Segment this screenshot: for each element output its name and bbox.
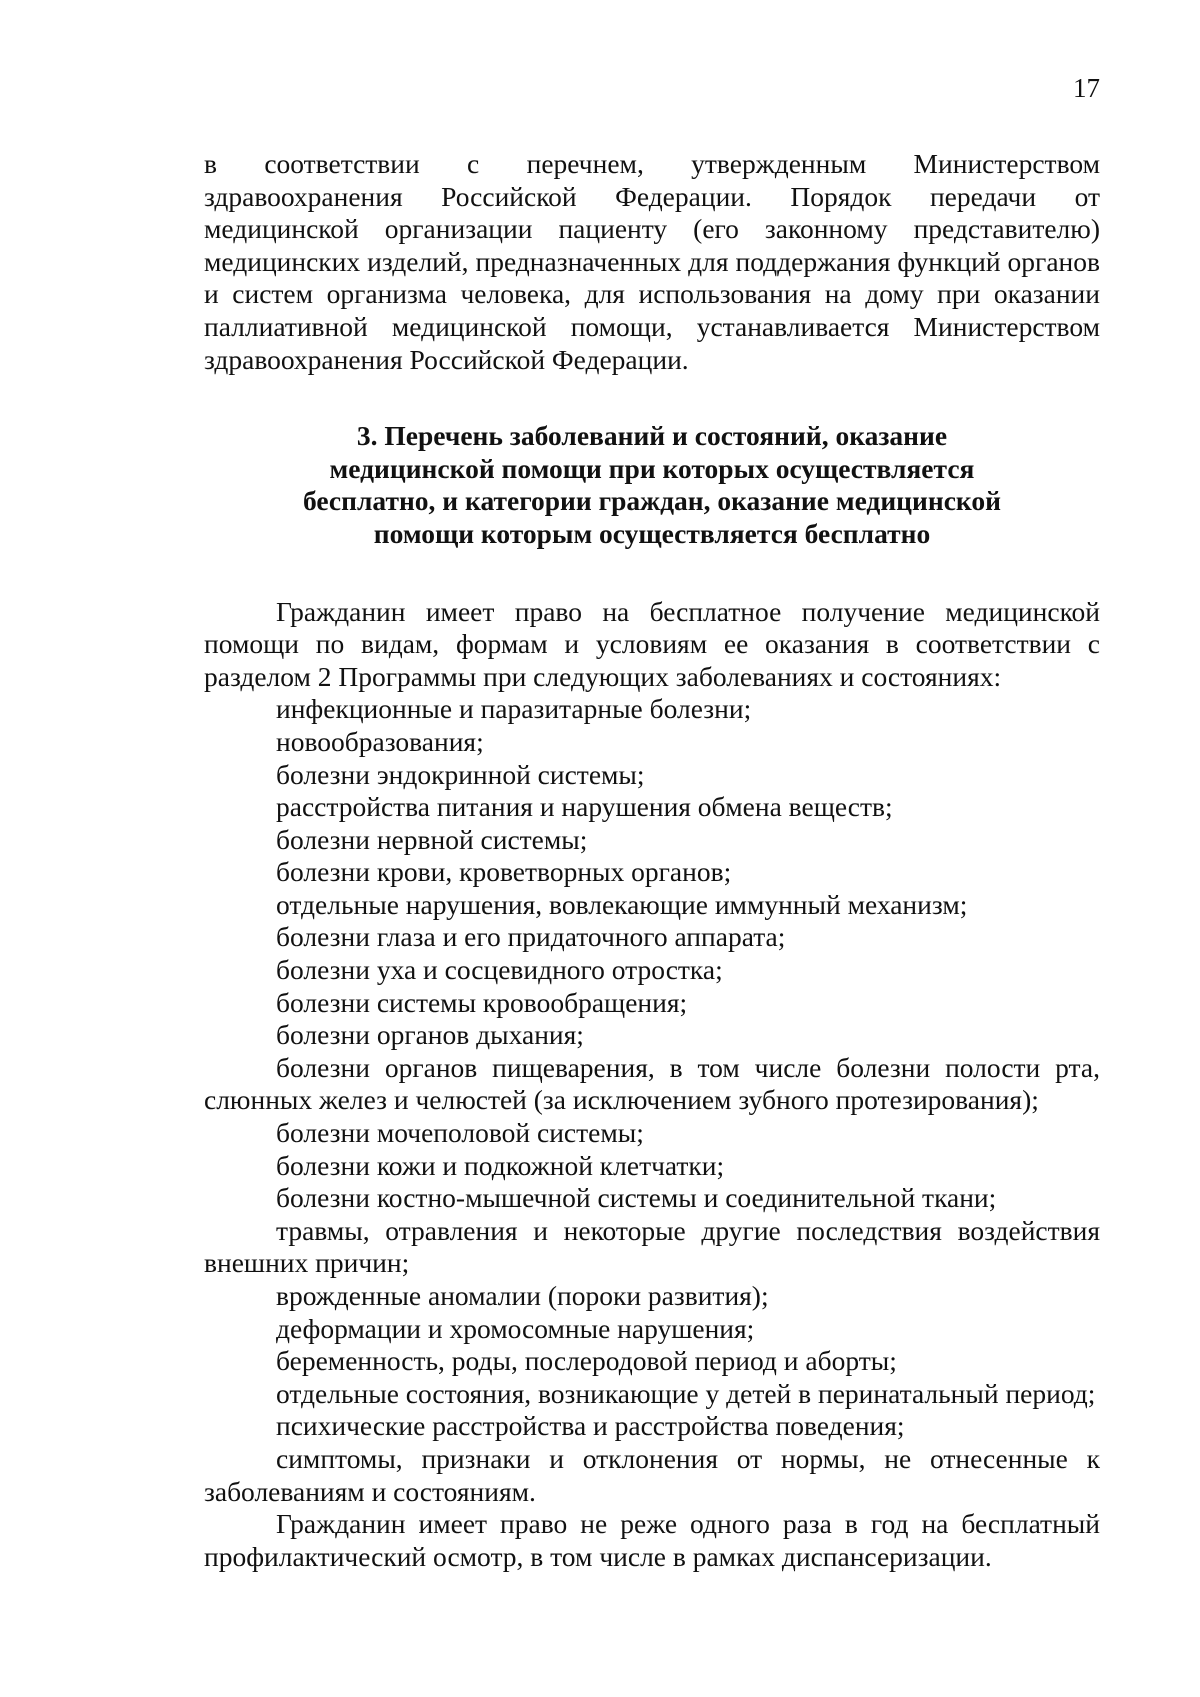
- list-item: болезни костно-мышечной системы и соединительной ткани;: [276, 1182, 997, 1214]
- list-item: врожденные аномалии (пороки развития);: [276, 1280, 769, 1311]
- list-item: психические расстройства и расстройства поведения;: [276, 1410, 905, 1442]
- list-item: болезни эндокринной системы;: [276, 758, 645, 790]
- page-content: [204, 148, 1100, 1573]
- closing-paragraph: Гражданин имеет право не реже одного раза в год на бесплатный профилактический осмотр, в том числе в рамках диспансеризации.: [204, 1508, 1100, 1572]
- list-item: болезни органов пищеварения, в том числе болезни полости рта, слюнных желез и челюстей (за исключением зубного протезирования);: [204, 1051, 1100, 1116]
- list-item: болезни нервной системы;: [276, 823, 588, 855]
- list-item: болезни кожи и подкожной клетчатки;: [276, 1149, 725, 1181]
- list-item: симптомы, признаки и отклонения от нормы, не отнесенные к заболеваниям и состояниям.: [204, 1442, 1100, 1507]
- section-heading-line: 3. Перечень заболеваний и состояний, оказание: [356, 420, 948, 452]
- page-number: 17: [1073, 73, 1100, 103]
- list-item: отдельные состояния, возникающие у детей в перинатальный период;: [276, 1377, 1096, 1409]
- section-heading: [204, 420, 1100, 550]
- list-item: болезни глаза и его придаточного аппарата;: [276, 921, 786, 953]
- section-heading-line: медицинской помощи при которых осуществляется: [329, 452, 975, 484]
- section-heading-line: бесплатно, и категории граждан, оказание медицинской: [303, 485, 1001, 517]
- list-item: болезни крови, кроветворных органов;: [276, 856, 732, 888]
- list-item: болезни системы кровообращения;: [276, 986, 688, 1018]
- list-item: новообразования;: [276, 725, 484, 757]
- list-item: болезни уха и сосцевидного отростка;: [276, 954, 723, 986]
- list-item: отдельные нарушения, вовлекающие иммунный механизм;: [276, 888, 968, 920]
- list-item: беременность, роды, послеродовой период и аборты;: [276, 1345, 897, 1377]
- list-item: инфекционные и паразитарные болезни;: [276, 693, 752, 725]
- lead-paragraph: Гражданин имеет право на бесплатное получение медицинской помощи по видам, формам и условиям ее оказания в соответствии с разделом 2 Программы при следующих заболеваниях и состояниях:: [204, 595, 1100, 692]
- list-item: расстройства питания и нарушения обмена веществ;: [276, 791, 893, 823]
- list-item: травмы, отравления и некоторые другие последствия воздействия внешних причин;: [204, 1214, 1100, 1279]
- list-item: болезни мочеполовой системы;: [276, 1117, 644, 1149]
- disease-list: [204, 693, 1100, 1508]
- intro-paragraph: в соответствии с перечнем, утвержденным Министерством здравоохранения Российской Федерации. Порядок передачи от медицинской организации пациенту (его законному представителю) медицинских изделий, предназначенных для поддержания функций органов и систем организма человека, для использования на дому при оказании паллиативной медицинской помощи, устанавливается Министерством здравоохранения Российской Федерации.: [204, 148, 1100, 375]
- list-item: деформации и хромосомные нарушения;: [276, 1312, 755, 1344]
- list-item: болезни органов дыхания;: [276, 1019, 584, 1051]
- section-heading-line: помощи которым осуществляется бесплатно: [373, 517, 931, 549]
